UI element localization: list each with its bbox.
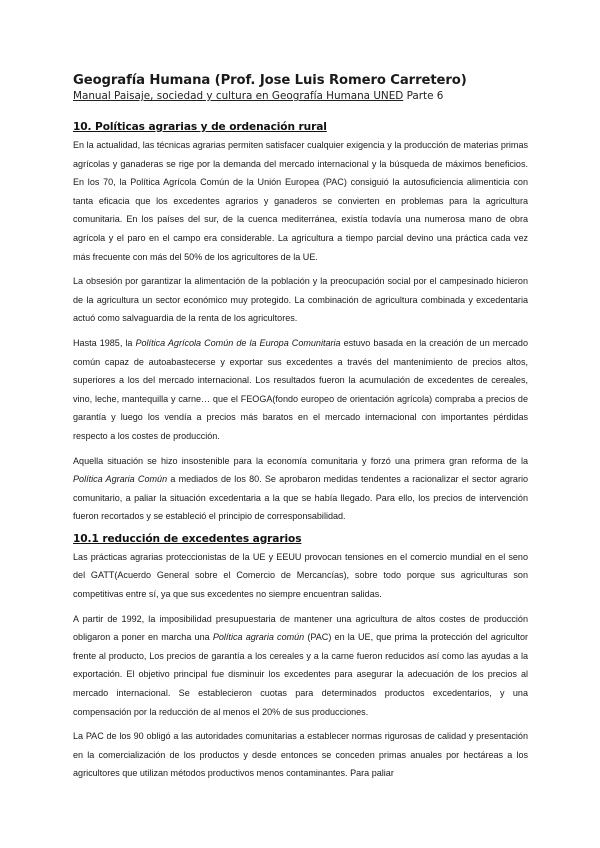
document-subtitle (73, 89, 528, 103)
text-run: Aquella situación se hizo insostenible para la economía comunitaria y forzó una primera gran reforma de la (73, 455, 528, 466)
italic-text: Política Agrícola Común de la Europa Comunitaria (135, 337, 341, 348)
paragraph (73, 334, 528, 446)
paragraph: La PAC de los 90 obligó a las autoridades comunitarias a establecer normas rigurosas de calidad y presentación en la comercialización de los productos y desde entonces se conceden primas anuales por hectáreas a los agricultores que utilizan métodos productivos menos contaminantes. Para paliar (73, 731, 528, 779)
section-heading-politicas-agrarias: 10. Políticas agrarias y de ordenación rural (73, 121, 327, 133)
italic-text: Política Agraria Común (73, 474, 168, 485)
paragraph: La obsesión por garantizar la alimentación de la población y la preocupación social por el campesinado hicieron de la agricultura un sector económico muy protegido. La combinación de agricultura combinada y excedentaria actuó como salvaguardia de la renta de los agricultores. (73, 276, 528, 324)
text-run: Hasta 1985, la (73, 337, 136, 348)
text-run: estuvo basada en la creación de un mercado común capaz de autoabastecerse y exportar sus excedentes a través del mantenimiento de precios altos, superiores a los del mercado internacional. Los resultados fueron la acumulación de excedentes de cereales, vino, leche, mantequilla y carne… que el FEOGA(fondo europeo de orientación agrícola) compraba a precios de garantía y luego los vendía a precios más baratos en el mercado internacional con importantes pérdidas respecto a los costes de producción. (73, 337, 528, 441)
paragraph: Las prácticas agrarias proteccionistas de la UE y EEUU provocan tensiones en el comercio mundial en el seno del GATT(Acuerdo General sobre el Comercio de Mercancías), sobre todo porque sus agriculturas son competitivas entre sí, ya que sus excedentes no siempre encuentran salidas. (73, 551, 528, 600)
paragraph (73, 452, 528, 526)
section-heading-reduccion-excedentes: 10.1 reducción de excedentes agrarios (73, 532, 302, 545)
text-run: (PAC) en la UE, que prima la protección del agricultor frente al producto, Los precios de garantía a los cereales y a la carne fueron reducidos así como las ayudas a la exportación. El objetivo principal fue disminuir los excedentes para asegurar la adecuación de los precios al mercado internacional. Se establecieron cuotas para determinados productos excedentarios, y una compensación por la reducción de al menos el 20% de sus producciones. (73, 632, 528, 717)
italic-text: Política agraria común (212, 632, 305, 643)
subtitle-part: Parte 6 (403, 90, 444, 102)
document-title: Geografía Humana (Prof. Jose Luis Romero Carretero) (73, 73, 467, 88)
text-run: a mediados de los 80. Se aprobaron medidas tendentes a racionalizar el sector agrario comunitario, a paliar la situación excedentaria a la que se había llegado. Para ello, los precios de intervención fueron recortados y se estableció el principio de corresponsabilidad. (73, 474, 529, 522)
paragraph (73, 610, 528, 722)
paragraph: En la actualidad, las técnicas agrarias permiten satisfacer cualquier exigencia y la producción de materias primas agrícolas y ganaderas se rige por la demanda del mercado internacional y la búsqueda de máximos beneficios. En los 70, la Política Agrícola Común de la Unión Europea (PAC) consiguió la autosuficiencia alimenticia con tanta eficacia que los excedentes agrarios y ganaderos se convierten en problemas para la agricultura comunitaria. En los países del sur, de la cuenca mediterránea, existía todavía una numerosa mano de obra agrícola y el paro en el campo era considerable. La agricultura a tiempo parcial devino una práctica cada vez más frecuente con más del 50% de los agricultores de la UE. (73, 140, 528, 262)
source-link[interactable]: Manual Paisaje, sociedad y cultura en Geografía Humana UNED (73, 90, 404, 102)
text-run: A partir de 1992, la imposibilidad presupuestaria de mantener una agricultura de altos costes de producción obligaron a poner en marcha una (73, 613, 528, 643)
document-page (73, 72, 528, 789)
